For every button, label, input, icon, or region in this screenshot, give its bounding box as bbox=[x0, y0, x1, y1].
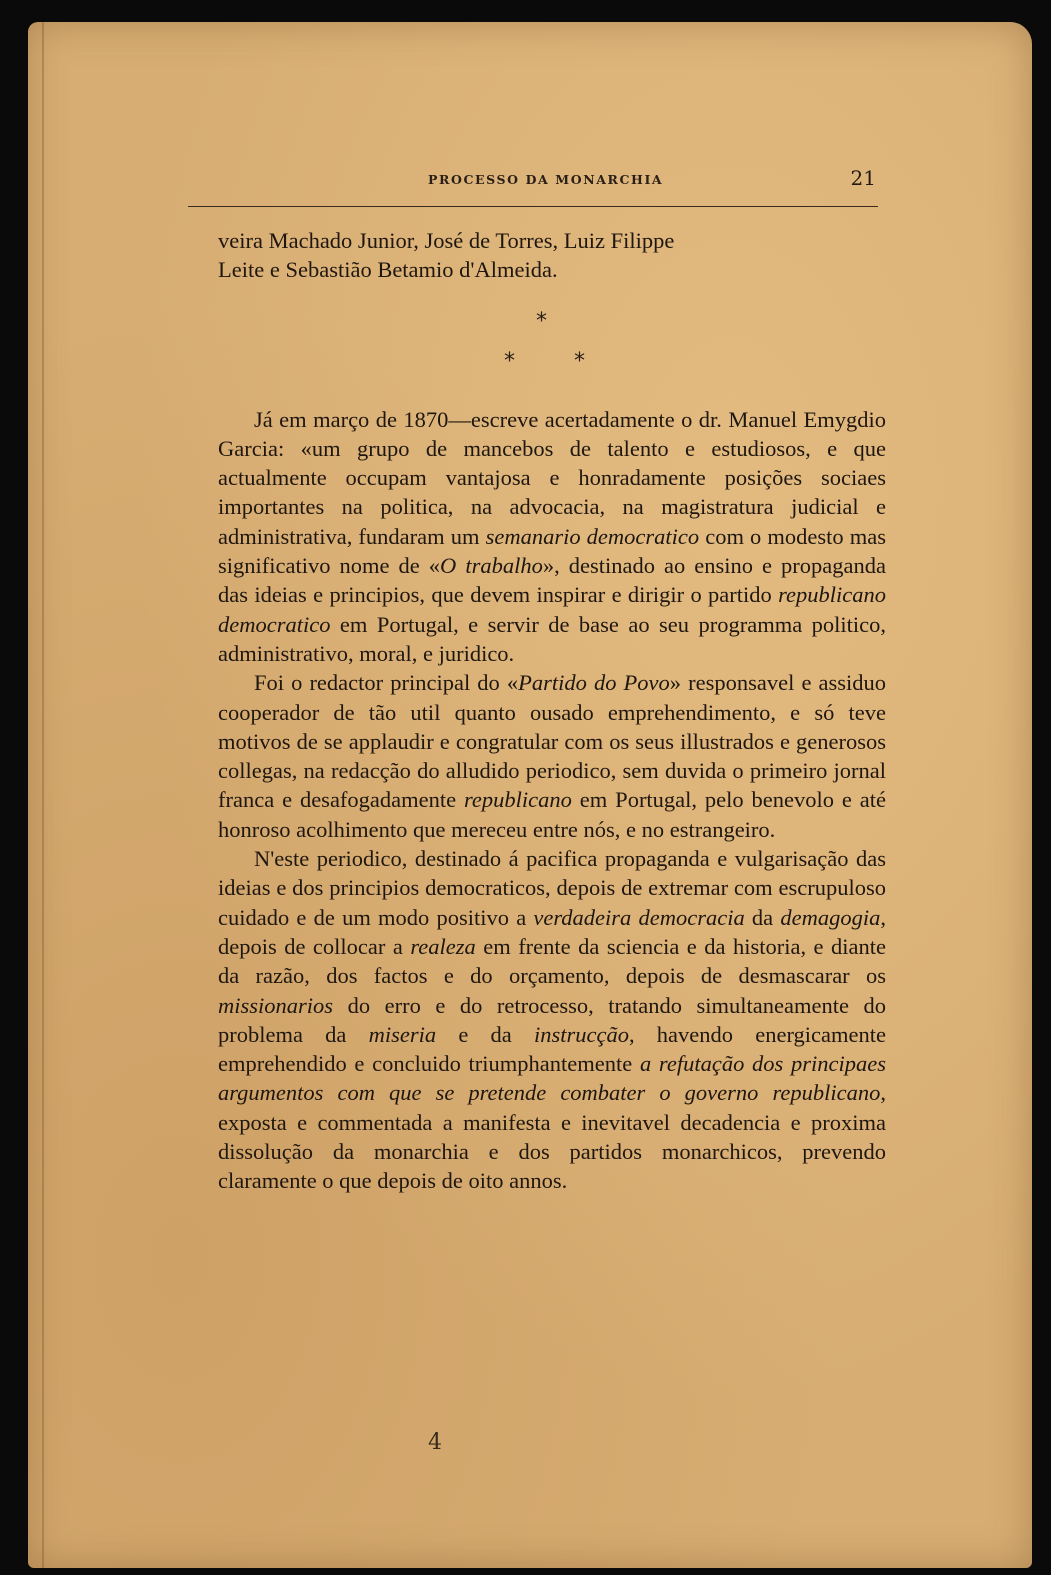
para3-text-e: do erro e do retrocesso, tratando simultaneamente do problema da bbox=[218, 992, 886, 1047]
paragraph-3 bbox=[218, 844, 886, 1196]
para1-italic-3: republicano democratico bbox=[218, 582, 886, 637]
para3-text-d: em frente da sciencia e da historia, e diante da razão, dos factos e do orçamento, depois de desmascarar os bbox=[218, 933, 886, 989]
asterism-separator bbox=[218, 285, 886, 405]
para3-text-f: e da bbox=[436, 1021, 534, 1047]
para1-text-b: com o modesto mas significativo nome de « bbox=[218, 523, 886, 579]
para3-text-c: , depois de collocar a bbox=[218, 904, 886, 959]
para3-italic-7: a refutação dos principaes argumentos com que se pretende combater o governo republicano bbox=[218, 1051, 886, 1106]
opening-line-1: veira Machado Junior, José de Torres, Luiz Filippe bbox=[218, 228, 675, 253]
body-text bbox=[218, 226, 886, 1196]
asterism-star-left: * bbox=[504, 348, 515, 374]
para3-text-h: , exposta e commentada a manifesta e inevitavel decadencia e proxima dissolução da monarchia e dos partidos monarchicos, prevendo claramente o que depois de oito annos. bbox=[218, 1080, 886, 1194]
para1-text-d: em Portugal, e servir de base ao seu programma politico, administrativo, moral, e juridico. bbox=[218, 611, 886, 666]
para3-text-a: N'este periodico, destinado á pacifica propaganda e vulgarisação das ideias e dos principios democraticos, depois de extremar com escrupuloso cuidado e de um modo positivo a bbox=[218, 846, 886, 930]
opening-lines bbox=[218, 226, 886, 285]
para3-text-g: , havendo energicamente emprehendido e concluido triumphantemente bbox=[218, 1021, 886, 1077]
para3-italic-6: instrucção bbox=[533, 1021, 629, 1047]
para1-text-c: », destinado ao ensino e propaganda das ideias e principios, que devem inspirar e dirigir o partido bbox=[218, 553, 887, 608]
page-fold-line bbox=[42, 22, 44, 1568]
signature-mark: 4 bbox=[428, 1430, 442, 1455]
paragraph-2 bbox=[218, 668, 886, 844]
para3-italic-2: demagogia bbox=[780, 904, 881, 930]
para1-italic-1: semanario democratico bbox=[485, 523, 700, 549]
para1-text-a: Já em março de 1870—escreve acertadamente o dr. Manuel Emygdio Garcia: «um grupo de mancebos de talento e estudiosos, e que actualmente occupam vantajosa e honradamente posições sociaes importantes na politica, na advocacia, na magistratura judicial e administrativa, fundaram um bbox=[218, 406, 886, 549]
para3-text-b: da bbox=[744, 904, 781, 930]
asterism-star-right: * bbox=[574, 348, 585, 374]
page-number: 21 bbox=[850, 166, 876, 190]
running-title: PROCESSO DA MONARCHIA bbox=[428, 172, 664, 187]
para3-italic-4: missionarios bbox=[218, 992, 334, 1018]
para3-italic-5: miseria bbox=[368, 1021, 437, 1047]
page-header bbox=[188, 146, 878, 207]
book-page bbox=[28, 22, 1032, 1568]
para2-italic-2: republicano bbox=[464, 787, 572, 813]
para2-text-b: » responsavel e assiduo cooperador de tão util quanto ousado emprehendimento, e só teve motivos de se applaudir e congratular com os seus illustrados e generosos collegas, na redacção do alludido periodico, sem duvida o primeiro jornal franca e desafogadamente bbox=[218, 670, 887, 813]
asterism-star-top: * bbox=[536, 308, 547, 334]
para3-italic-1: verdadeira democracia bbox=[533, 904, 745, 930]
para1-italic-2: O trabalho bbox=[440, 553, 543, 579]
para3-italic-3: realeza bbox=[410, 933, 476, 959]
para2-text-a: Foi o redactor principal do « bbox=[254, 670, 519, 696]
paragraph-1 bbox=[218, 405, 886, 669]
para2-italic-1: Partido do Povo bbox=[518, 670, 670, 696]
opening-line-2: Leite e Sebastião Betamio d'Almeida. bbox=[218, 257, 558, 283]
para2-text-c: em Portugal, pelo benevolo e até honroso acolhimento que mereceu entre nós, e no estrangeiro. bbox=[218, 787, 887, 842]
